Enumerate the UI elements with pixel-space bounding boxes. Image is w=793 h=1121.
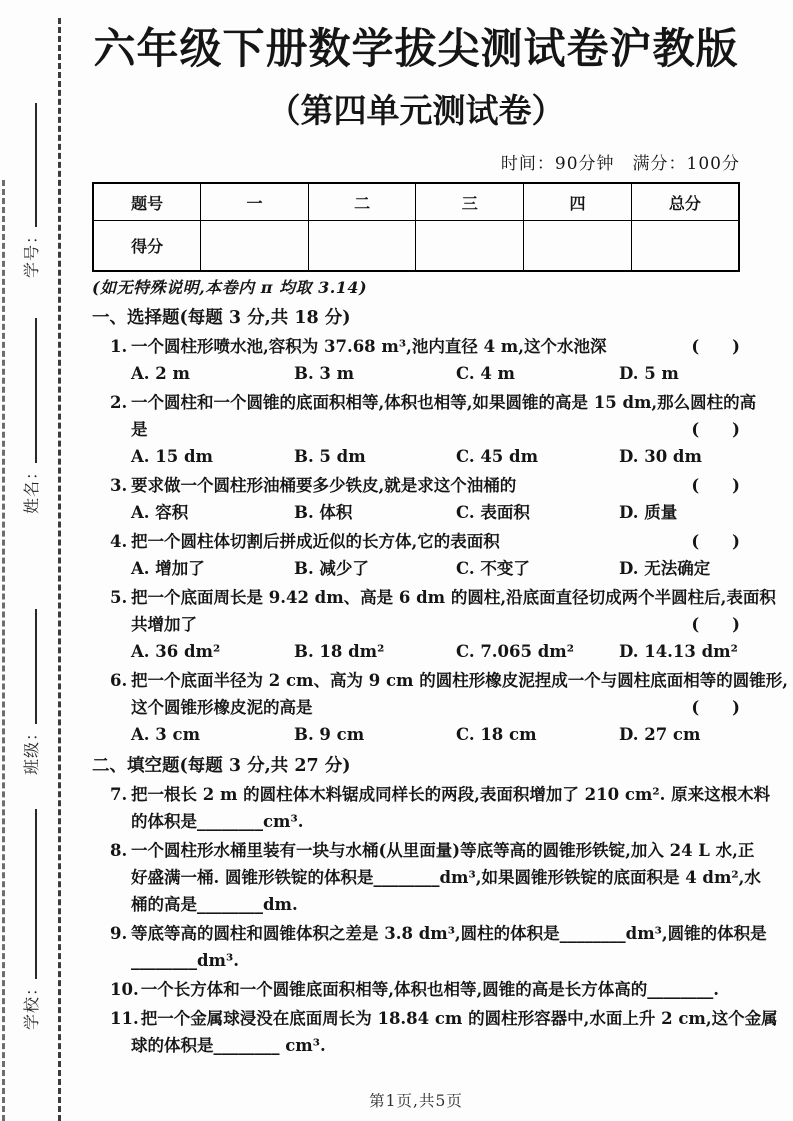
question-options bbox=[110, 721, 740, 748]
page-subtitle: （第四单元测试卷） bbox=[267, 91, 565, 130]
question-text: 把一个底面周长是 9.42 dm、高是 6 dm 的圆柱,沿底面直径切成两个半圆柱后,表面积 bbox=[131, 588, 776, 607]
option-c: C. 18 cm bbox=[456, 725, 537, 744]
score-table-col-3: 三 bbox=[416, 183, 524, 221]
option-d: D. 质量 bbox=[619, 503, 678, 522]
score-cell bbox=[631, 221, 739, 272]
option-d: D. 14.13 dm² bbox=[619, 642, 738, 661]
page-title: 六年级下册数学拔尖测试卷沪教版 bbox=[93, 24, 739, 73]
question-number: 7. bbox=[110, 785, 128, 804]
seal-dashed-line bbox=[58, 18, 61, 1121]
question-text-with-blank: 好盛满一桶. 圆锥形铁锭的体积是________dm³,如果圆锥形铁锭的底面积是 4 dm²,水 bbox=[131, 868, 761, 887]
option-d: D. 27 cm bbox=[619, 725, 701, 744]
question-number: 8. bbox=[110, 841, 128, 860]
question-text: 这个圆锥形橡皮泥的高是 bbox=[131, 698, 313, 717]
question-number: 4. bbox=[110, 532, 128, 551]
question-line bbox=[110, 1005, 778, 1032]
school-blank bbox=[21, 809, 37, 979]
question-line bbox=[110, 837, 755, 864]
student-number-label: 学号： bbox=[22, 226, 41, 278]
pi-note: (如无特殊说明,本卷内 π 均取 3.14) bbox=[92, 278, 368, 297]
option-d: D. 5 m bbox=[619, 364, 679, 383]
section-1-heading: 一、选择题(每题 3 分,共 18 分) bbox=[92, 308, 351, 328]
name-label: 姓名： bbox=[22, 462, 41, 514]
question-text: 一个圆柱和一个圆锥的底面积相等,体积也相等,如果圆锥的高是 15 dm,那么圆柱的高 bbox=[131, 393, 757, 412]
question-line bbox=[110, 947, 740, 974]
score-cell bbox=[416, 221, 524, 272]
question-number: 11. bbox=[110, 1009, 139, 1028]
answer-bracket: ( ) bbox=[691, 698, 740, 717]
question-options bbox=[110, 555, 740, 582]
question-text-with-blank: 球的体积是________ cm³. bbox=[131, 1036, 326, 1055]
option-b: B. 5 dm bbox=[294, 447, 366, 466]
student-number-blank bbox=[21, 103, 37, 227]
score-row-label: 得分 bbox=[93, 221, 201, 272]
page-edge-dashed-line bbox=[2, 180, 5, 1121]
question-line bbox=[110, 864, 761, 891]
question-line bbox=[110, 528, 740, 555]
question-line bbox=[110, 416, 740, 443]
question-11 bbox=[110, 1005, 778, 1059]
option-b: B. 9 cm bbox=[294, 725, 365, 744]
question-options bbox=[110, 638, 740, 665]
question-6 bbox=[110, 667, 788, 748]
option-b: B. 减少了 bbox=[294, 559, 369, 578]
answer-bracket: ( ) bbox=[691, 615, 740, 634]
question-text: 把一根长 2 m 的圆柱体木料锯成同样长的两段,表面积增加了 210 cm². 原来这根木料 bbox=[131, 785, 771, 804]
score-table-col-2: 二 bbox=[308, 183, 416, 221]
question-line bbox=[110, 667, 788, 694]
question-options bbox=[110, 499, 740, 526]
question-line bbox=[110, 611, 740, 638]
option-a: A. 增加了 bbox=[131, 559, 205, 578]
option-b: B. 3 m bbox=[294, 364, 355, 383]
question-text-with-blank: 一个长方体和一个圆锥底面积相等,体积也相等,圆锥的高是长方体高的________. bbox=[140, 980, 719, 999]
option-c: C. 7.065 dm² bbox=[456, 642, 574, 661]
question-8 bbox=[110, 837, 761, 918]
option-a: A. 2 m bbox=[131, 364, 190, 383]
question-text-with-blank: ________dm³. bbox=[131, 951, 239, 970]
answer-bracket: ( ) bbox=[691, 476, 740, 495]
question-1 bbox=[110, 333, 740, 387]
question-9 bbox=[110, 920, 767, 974]
option-c: C. 45 dm bbox=[456, 447, 539, 466]
question-text: 要求做一个圆柱形油桶要多少铁皮,就是求这个油桶的 bbox=[131, 476, 517, 495]
score-cell bbox=[524, 221, 632, 272]
option-d: D. 无法确定 bbox=[619, 559, 711, 578]
option-a: A. 36 dm² bbox=[131, 642, 221, 661]
question-line bbox=[110, 694, 740, 721]
question-options bbox=[110, 360, 740, 387]
school-label: 学校： bbox=[22, 978, 41, 1030]
answer-bracket: ( ) bbox=[691, 420, 740, 439]
score-table-corner-label: 题号 bbox=[93, 183, 201, 221]
question-line bbox=[110, 472, 740, 499]
question-number: 5. bbox=[110, 588, 128, 607]
question-line bbox=[110, 891, 740, 918]
question-text: 是 bbox=[131, 420, 148, 439]
score-table bbox=[92, 182, 740, 272]
option-d: D. 30 dm bbox=[619, 447, 702, 466]
question-line bbox=[110, 584, 776, 611]
option-a: A. 15 dm bbox=[131, 447, 213, 466]
question-line bbox=[110, 920, 767, 947]
question-3 bbox=[110, 472, 740, 526]
question-text-with-blank: 的体积是________cm³. bbox=[131, 812, 304, 831]
question-line bbox=[110, 1032, 740, 1059]
question-text-with-blank: 等底等高的圆柱和圆锥体积之差是 3.8 dm³,圆柱的体积是________dm³,圆锥的体积是 bbox=[131, 924, 767, 943]
option-b: B. 18 dm² bbox=[294, 642, 385, 661]
score-table-col-4: 四 bbox=[524, 183, 632, 221]
class-blank bbox=[21, 609, 37, 724]
question-line bbox=[110, 976, 740, 1003]
option-a: A. 容积 bbox=[131, 503, 189, 522]
question-text: 把一个金属球浸没在底面周长为 18.84 cm 的圆柱形容器中,水面上升 2 cm,这个金属 bbox=[140, 1009, 778, 1028]
question-number: 9. bbox=[110, 924, 128, 943]
score-table-header-row bbox=[93, 183, 739, 221]
question-number: 1. bbox=[110, 337, 128, 356]
option-c: C. 不变了 bbox=[456, 559, 530, 578]
option-c: C. 4 m bbox=[456, 364, 516, 383]
question-line bbox=[110, 781, 771, 808]
student-info-sidebar bbox=[10, 0, 54, 1121]
class-label: 班级： bbox=[22, 723, 41, 775]
question-number: 2. bbox=[110, 393, 128, 412]
question-line bbox=[110, 808, 740, 835]
question-number: 10. bbox=[110, 980, 139, 999]
question-text: 一个圆柱形水桶里装有一块与水桶(从里面量)等底等高的圆锥形铁锭,加入 24 L 水,正 bbox=[131, 841, 755, 860]
question-options bbox=[110, 443, 740, 470]
score-table-col-total: 总分 bbox=[631, 183, 739, 221]
question-line bbox=[110, 333, 740, 360]
question-7 bbox=[110, 781, 771, 835]
name-blank bbox=[21, 318, 37, 463]
question-line bbox=[110, 389, 757, 416]
question-number: 3. bbox=[110, 476, 128, 495]
question-10 bbox=[110, 976, 740, 1003]
exam-time-score-meta: 时间：90分钟 满分：100分 bbox=[500, 154, 740, 174]
student-info-rotated-strip bbox=[10, 0, 54, 1121]
question-number: 6. bbox=[110, 671, 128, 690]
answer-bracket: ( ) bbox=[691, 337, 740, 356]
answer-bracket: ( ) bbox=[691, 532, 740, 551]
question-2 bbox=[110, 389, 757, 470]
question-text: 把一个圆柱体切割后拼成近似的长方体,它的表面积 bbox=[131, 532, 500, 551]
question-4 bbox=[110, 528, 740, 582]
score-cell bbox=[201, 221, 309, 272]
question-5 bbox=[110, 584, 776, 665]
section-2-heading: 二、填空题(每题 3 分,共 27 分) bbox=[92, 756, 351, 776]
question-text: 一个圆柱形喷水池,容积为 37.68 m³,池内直径 4 m,这个水池深 bbox=[131, 337, 607, 356]
option-b: B. 体积 bbox=[294, 503, 353, 522]
score-table-col-1: 一 bbox=[201, 183, 309, 221]
main-content bbox=[92, 20, 788, 1111]
score-cell bbox=[308, 221, 416, 272]
option-c: C. 表面积 bbox=[456, 503, 530, 522]
option-a: A. 3 cm bbox=[131, 725, 201, 744]
page-number-footer: 第1页,共5页 bbox=[369, 1092, 463, 1110]
question-text: 共增加了 bbox=[131, 615, 197, 634]
question-text-with-blank: 桶的高是________dm. bbox=[131, 895, 298, 914]
score-table-score-row bbox=[93, 221, 739, 272]
question-text: 把一个底面半径为 2 cm、高为 9 cm 的圆柱形橡皮泥捏成一个与圆柱底面相等的圆锥形, bbox=[131, 671, 788, 690]
